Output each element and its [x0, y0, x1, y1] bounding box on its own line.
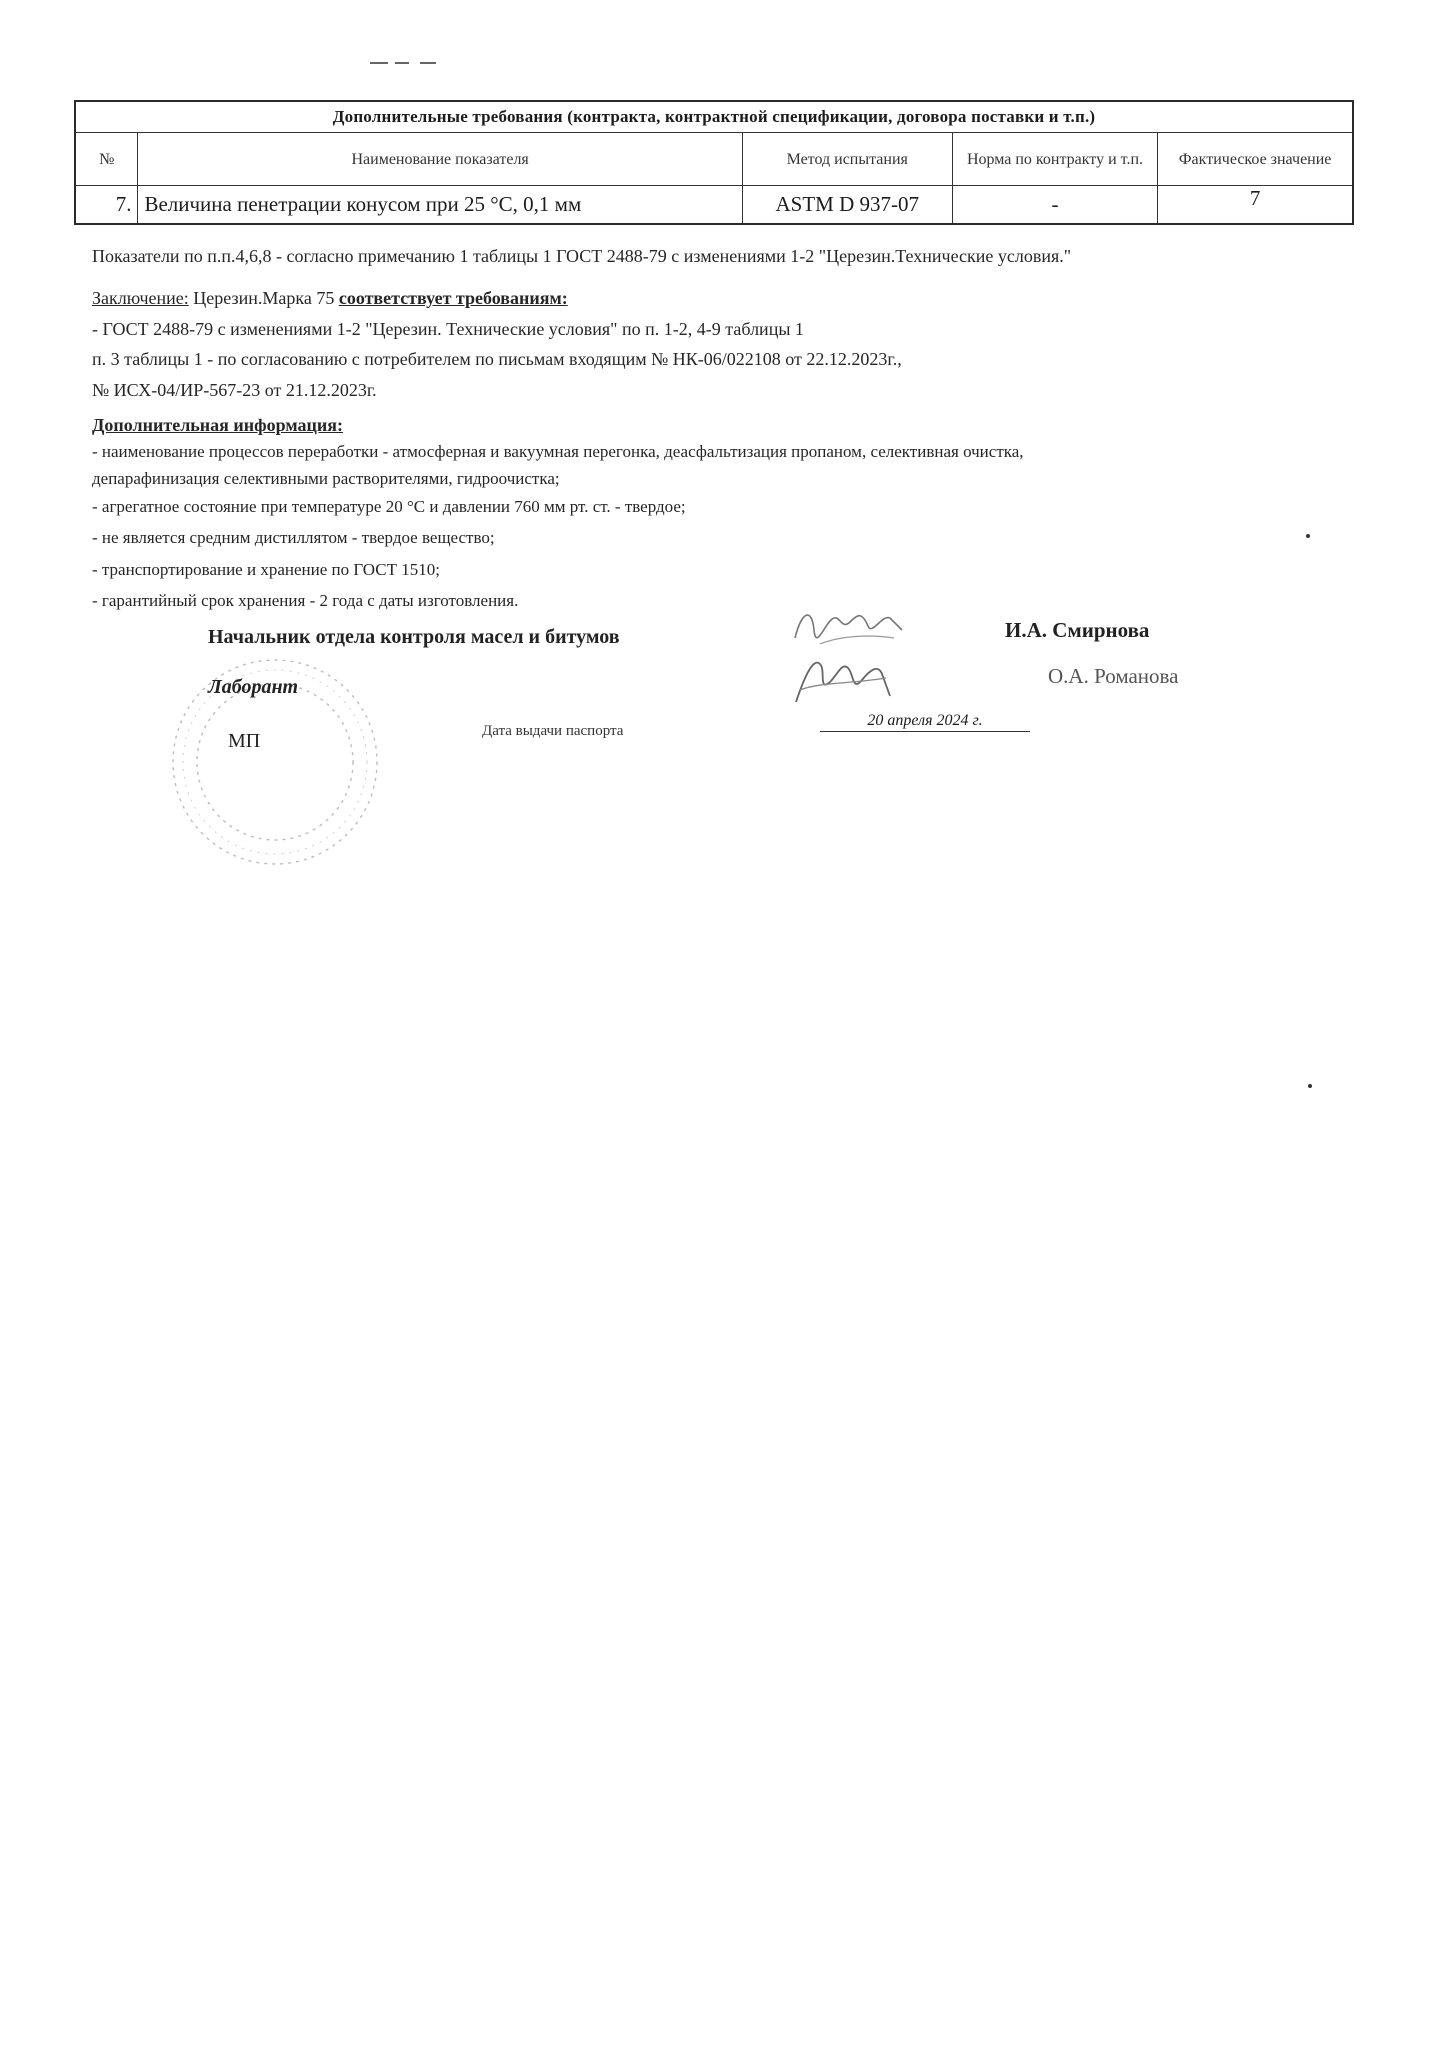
- header-num: №: [75, 133, 138, 186]
- head-name: И.А. Смирнова: [1005, 618, 1150, 642]
- scan-dot: [1306, 534, 1310, 538]
- scan-mark: [420, 62, 436, 64]
- additional-info-item: - не является средним дистиллятом - твердое вещество;: [92, 528, 495, 547]
- requirements-table: [74, 100, 1354, 225]
- row-name: Величина пенетрации конусом при 25 °С, 0,1 мм: [138, 186, 742, 225]
- lab-name: О.А. Романова: [1048, 664, 1179, 688]
- scan-mark: [370, 62, 388, 64]
- additional-info-item: депарафинизация селективными растворителями, гидроочистка;: [92, 469, 560, 488]
- additional-info-item: - транспортирование и хранение по ГОСТ 1510;: [92, 560, 440, 579]
- additional-info-item: - наименование процессов переработки - атмосферная и вакуумная перегонка, деасфальтизация пропаном, селективная очистка,: [92, 442, 1024, 461]
- stamp-label: МП: [228, 730, 261, 752]
- header-name: Наименование показателя: [138, 133, 742, 186]
- indicators-note: Показатели по п.п.4,6,8 - согласно примечанию 1 таблицы 1 ГОСТ 2488-79 с изменениями 1-2 "Церезин.Технические условия.": [92, 246, 1072, 266]
- header-method: Метод испытания: [742, 133, 952, 186]
- issue-date-label: Дата выдачи паспорта: [482, 723, 624, 739]
- lab-signature: [790, 652, 900, 710]
- table-row: [75, 186, 1353, 225]
- head-signature: [790, 600, 910, 650]
- conclusion-label: Заключение:: [92, 288, 189, 308]
- header-norm: Норма по контракту и т.п.: [952, 133, 1158, 186]
- additional-info-item: - гарантийный срок хранения - 2 года с даты изготовления.: [92, 591, 519, 610]
- conclusion-line-1: - ГОСТ 2488-79 с изменениями 1-2 "Церезин. Технические условия" по п. 1-2, 4-9 таблицы 1: [92, 319, 804, 339]
- conclusion-heading: [92, 288, 568, 309]
- conclusion-line-3: № ИСХ-04/ИР-567-23 от 21.12.2023г.: [92, 380, 377, 400]
- additional-info-label: Дополнительная информация:: [92, 415, 343, 435]
- conclusion-line-2: п. 3 таблицы 1 - по согласованию с потребителем по письмам входящим № НК-06/022108 от 22.12.2023г.,: [92, 349, 902, 369]
- issue-date: 20 апреля 2024 г.: [820, 712, 1030, 732]
- lab-title: Лаборант: [208, 676, 299, 698]
- row-actual: 7: [1158, 186, 1353, 225]
- additional-info-item: - агрегатное состояние при температуре 20 °С и давлении 760 мм рт. ст. - твердое;: [92, 497, 686, 516]
- scan-mark: [395, 62, 409, 64]
- table-caption: Дополнительные требования (контракта, контрактной спецификации, договора поставки и т.п.): [75, 101, 1353, 133]
- conclusion-verdict: соответствует требованиям:: [338, 288, 568, 308]
- scan-dot: [1308, 1084, 1312, 1088]
- header-actual: Фактическое значение: [1158, 133, 1353, 186]
- head-title: Начальник отдела контроля масел и битумов: [208, 626, 620, 648]
- row-norm: -: [952, 186, 1158, 225]
- conclusion-product: Церезин.Марка 75: [193, 288, 335, 308]
- row-method: ASTM D 937-07: [742, 186, 952, 225]
- row-num: 7.: [75, 186, 138, 225]
- table-header-row: [75, 133, 1353, 186]
